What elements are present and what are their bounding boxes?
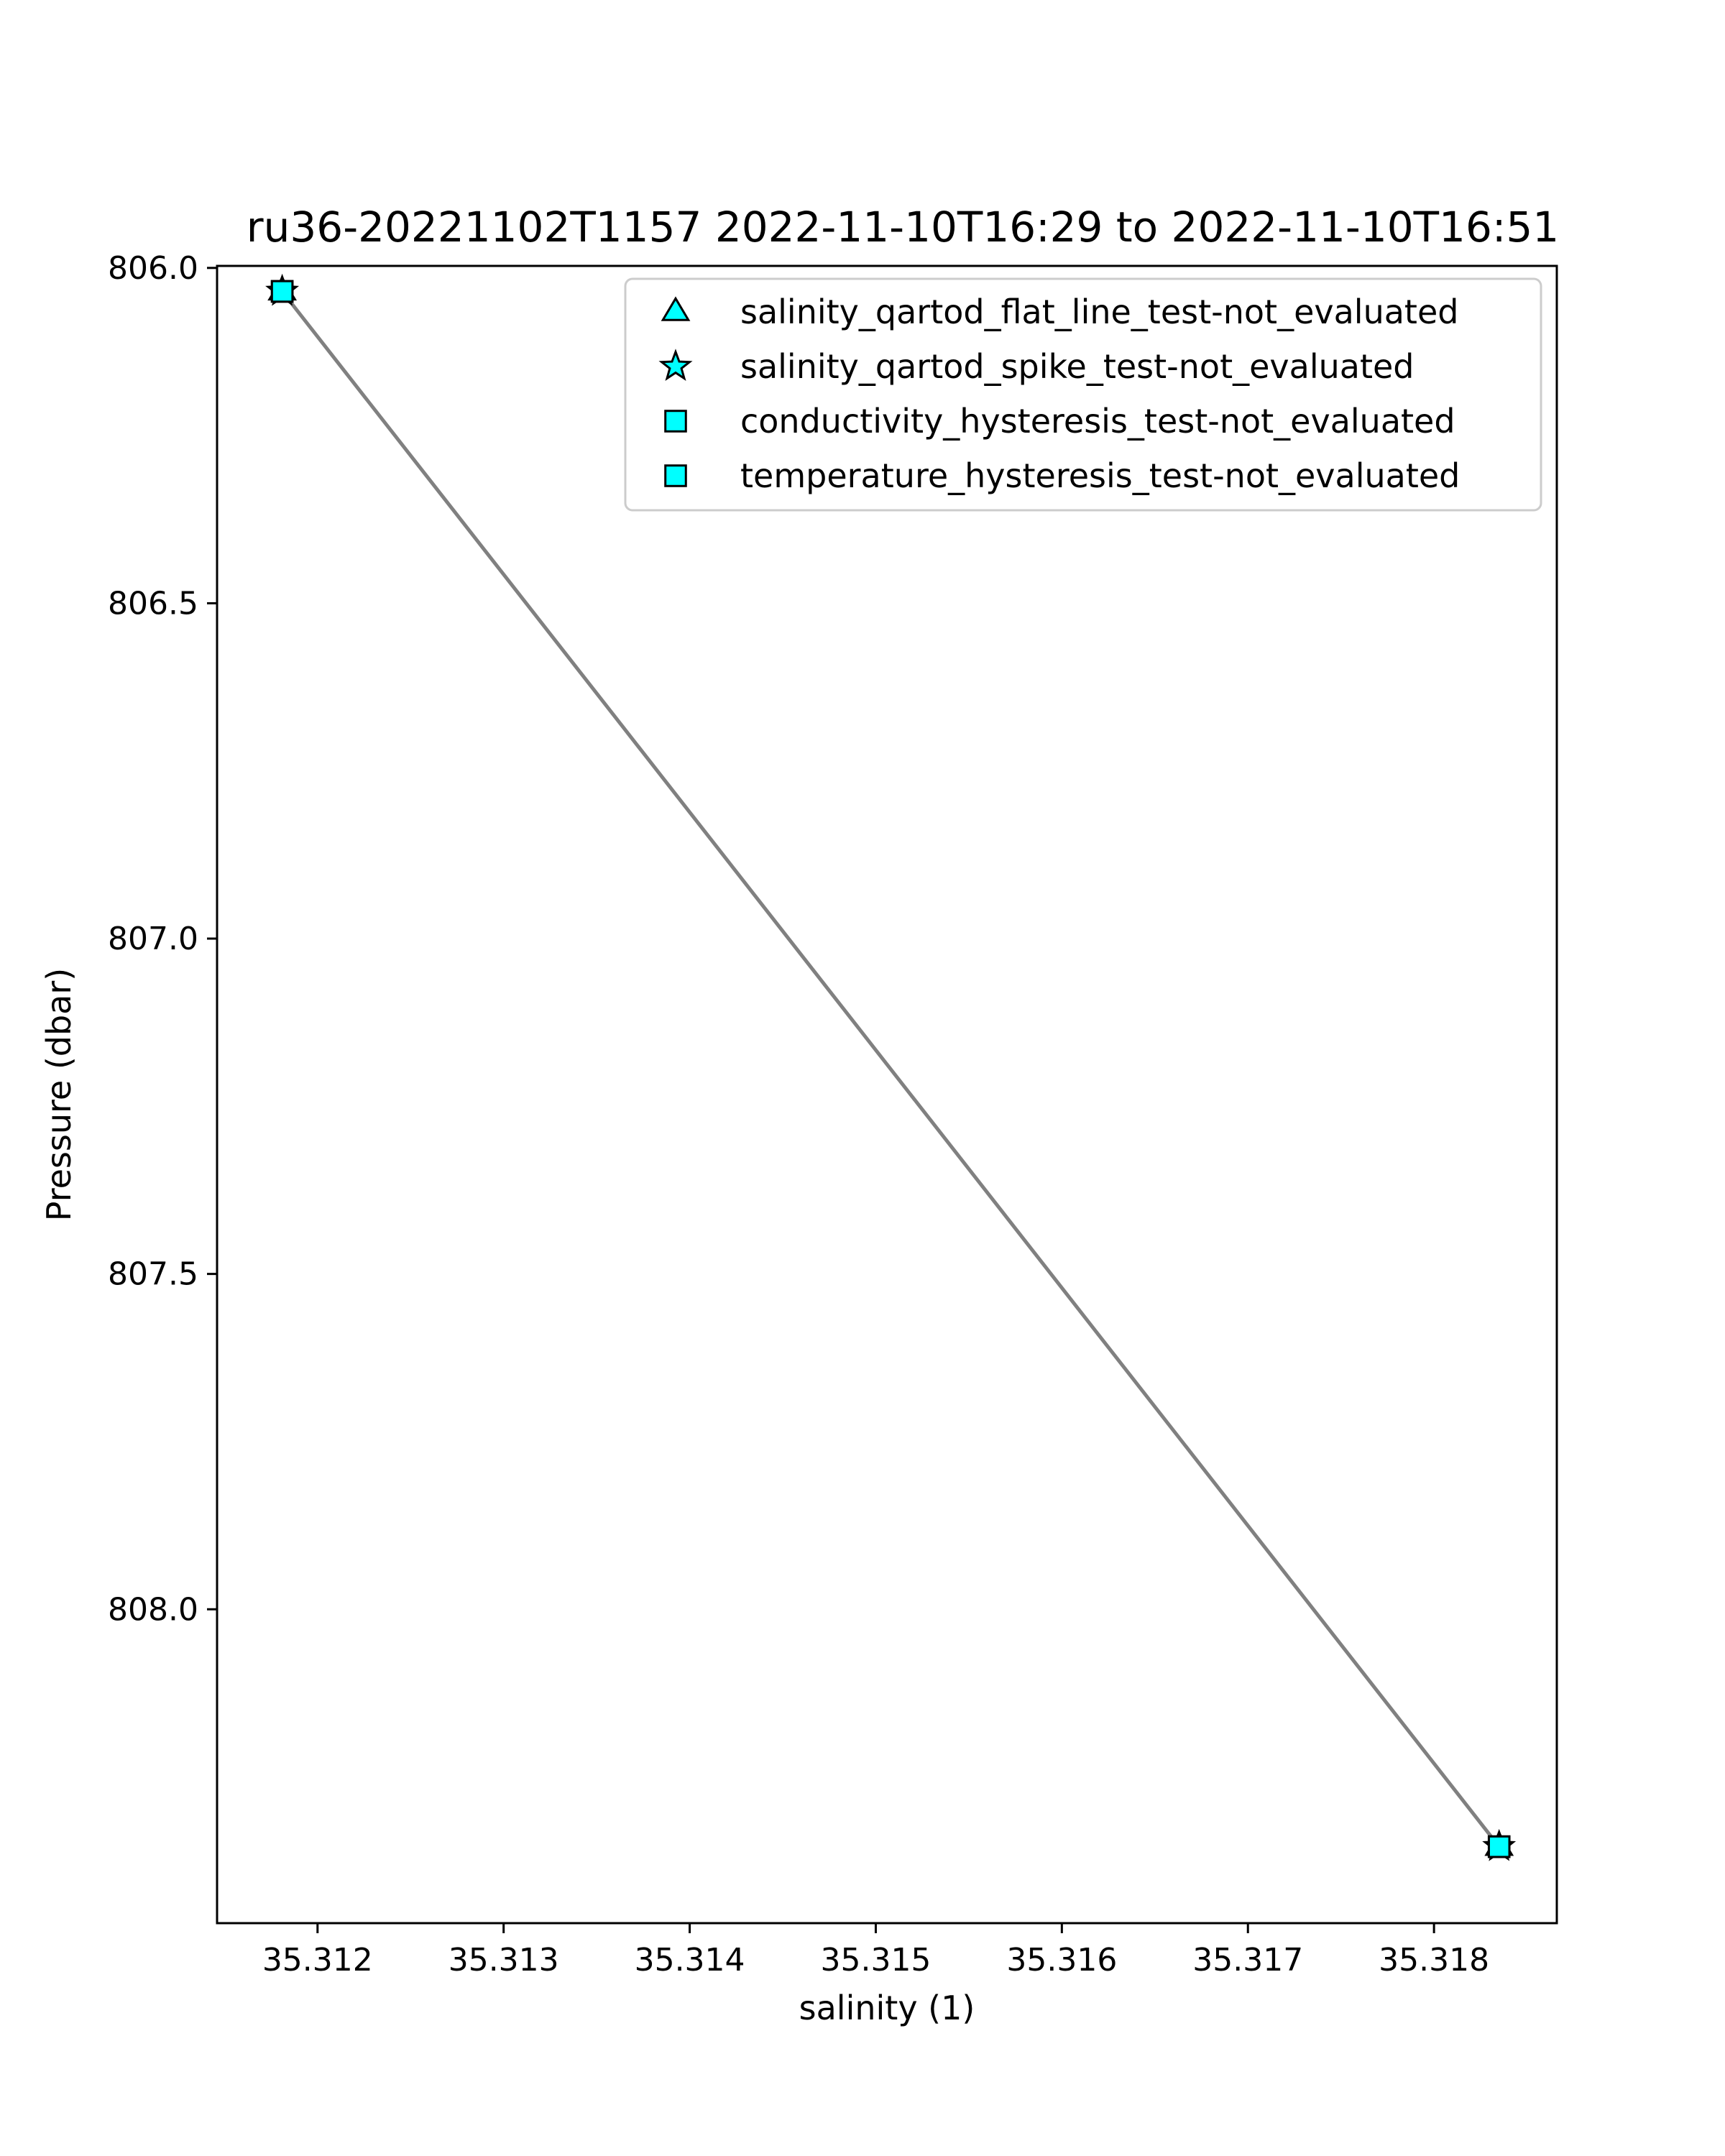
legend-label-3: temperature_hysteresis_test-not_evaluated bbox=[740, 456, 1460, 495]
legend-label-1: salinity_qartod_spike_test-not_evaluated bbox=[740, 347, 1414, 386]
x-tick-label-6: 35.318 bbox=[1379, 1942, 1490, 1978]
y-tick-label-3: 807.5 bbox=[108, 1256, 198, 1293]
legend-label-2: conductivity_hysteresis_test-not_evaluated bbox=[740, 402, 1455, 441]
x-tick-label-3: 35.315 bbox=[820, 1942, 932, 1978]
series-3-point-1 bbox=[1489, 1836, 1509, 1857]
x-tick-label-0: 35.312 bbox=[262, 1942, 373, 1978]
legend-marker-2 bbox=[666, 411, 686, 432]
x-tick-label-2: 35.314 bbox=[634, 1942, 745, 1978]
legend-marker-3 bbox=[666, 466, 686, 487]
chart-title: ru36-20221102T1157 2022-11-10T16:29 to 2022-11-10T16:51 bbox=[246, 203, 1560, 252]
x-tick-label-5: 35.317 bbox=[1192, 1942, 1304, 1978]
legend-label-0: salinity_qartod_flat_line_test-not_evaluated bbox=[740, 292, 1459, 331]
x-axis-label: salinity (1) bbox=[799, 1989, 975, 2027]
y-tick-label-4: 808.0 bbox=[108, 1591, 198, 1628]
y-tick-label-1: 806.5 bbox=[108, 585, 198, 622]
y-tick-label-0: 806.0 bbox=[108, 249, 198, 287]
x-tick-label-4: 35.316 bbox=[1006, 1942, 1118, 1978]
series-3-point-0 bbox=[272, 281, 293, 302]
y-tick-label-2: 807.0 bbox=[108, 921, 198, 958]
legend bbox=[625, 279, 1541, 510]
y-axis-label: Pressure (dbar) bbox=[40, 967, 78, 1222]
x-tick-label-1: 35.313 bbox=[448, 1942, 559, 1978]
